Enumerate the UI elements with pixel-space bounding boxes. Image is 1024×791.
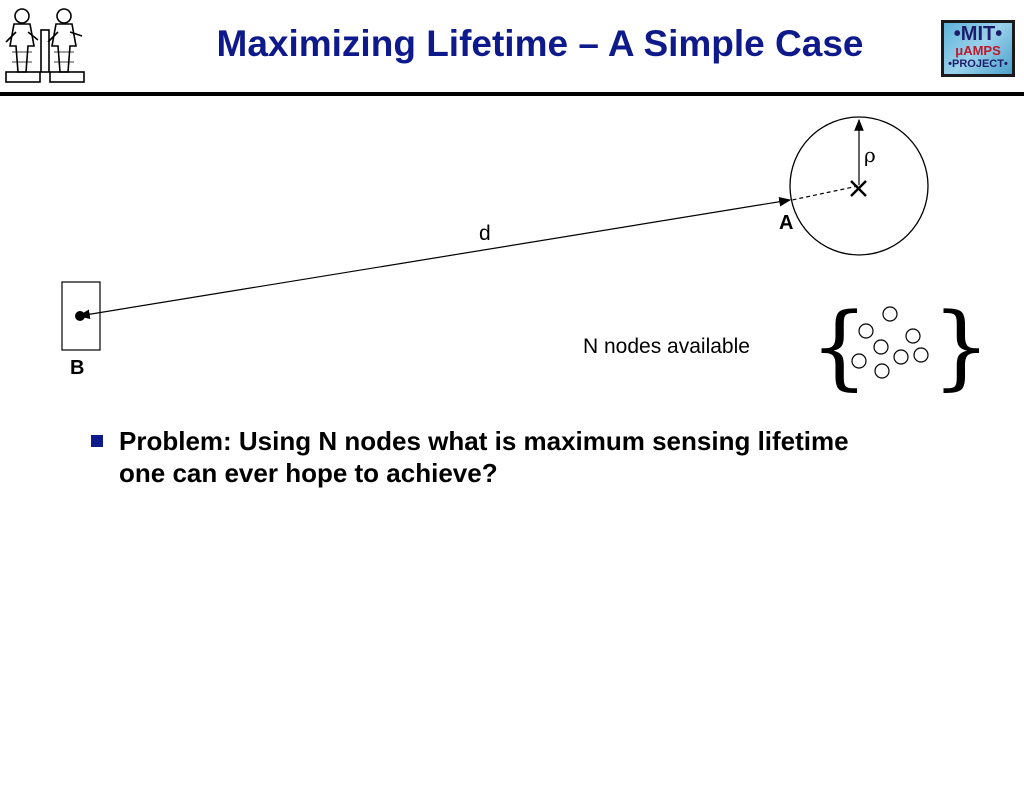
logo-line-mit: •MIT• — [953, 23, 1003, 45]
left-brace: { — [810, 293, 869, 400]
logo-line-uamps: μAMPS — [955, 43, 1001, 58]
available-node — [883, 307, 897, 321]
available-node — [906, 329, 920, 343]
bullet-text: Problem: Using N nodes what is maximum sensing lifetime one can ever hope to achieve? — [119, 426, 849, 488]
distance-arrow — [79, 200, 790, 316]
available-node — [874, 340, 888, 354]
rho-label: ρ — [864, 143, 876, 167]
dashed-segment — [792, 186, 858, 200]
page-title: Maximizing Lifetime – A Simple Case — [216, 23, 864, 64]
right-brace: } — [932, 293, 991, 400]
available-node — [875, 364, 889, 378]
node-b-label: B — [70, 357, 85, 379]
bullet-square-icon — [91, 435, 103, 447]
bullet-item — [91, 425, 891, 489]
available-node — [914, 348, 928, 362]
logo-line-project: •PROJECT• — [948, 58, 1008, 70]
available-node — [894, 350, 908, 364]
distance-label: d — [479, 222, 491, 245]
nodes-available-label: N nodes available — [583, 335, 750, 358]
node-a-label: A — [779, 212, 794, 234]
base-station-dot — [75, 311, 85, 321]
